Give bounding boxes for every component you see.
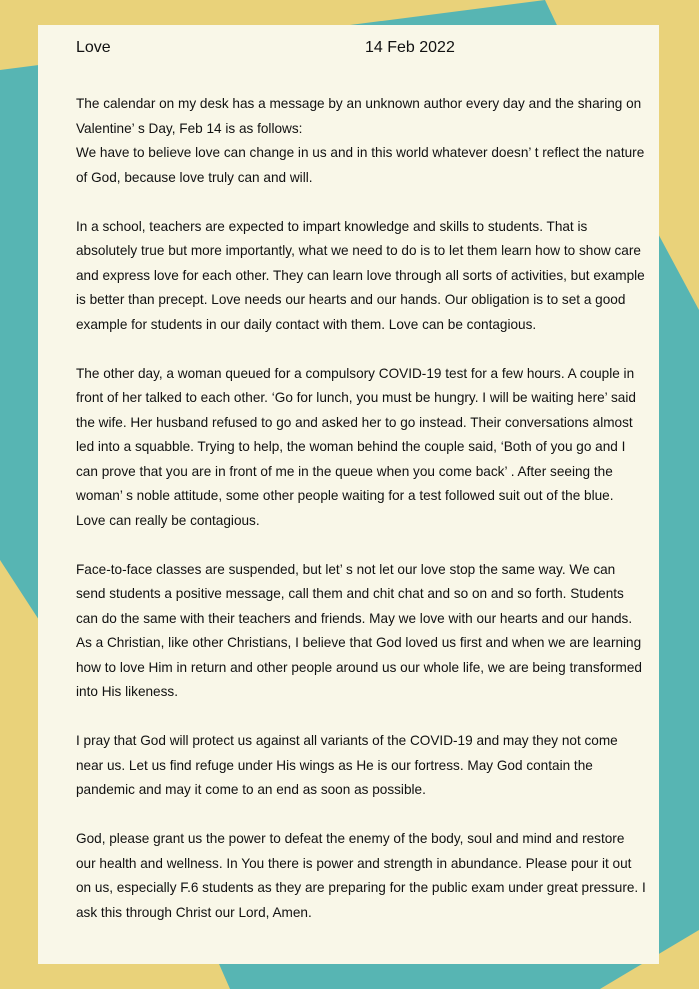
letter-date: 14 Feb 2022 xyxy=(365,39,455,56)
paragraph: God, please grant us the power to defeat the enemy of the body, soul and mind and restore our health and wellness. In You there is power and strength in abundance. Please pour it out on us, especially F.6 students as they are preparing for the public exam under great pressure. I ask this through Christ our Lord, Amen. xyxy=(76,831,646,920)
letter-header xyxy=(76,39,636,63)
paragraph: Face-to-face classes are suspended, but let’ s not let our love stop the same way. We can send students a positive message, call them and chit chat and so on and so forth. Students can do the same with their teachers and friends. May we love with our hearts and our hands. As a Christian, like other Christians, I believe that God loved us first and when we are learning how to love Him in return and other people around us our whole life, we are being transformed into His likeness. xyxy=(76,561,642,699)
letter-body xyxy=(76,92,646,950)
paragraph: In a school, teachers are expected to impart knowledge and skills to students. That is absolutely true but more importantly, what we need to do is to let them learn how to show care and express love for each other. They can learn love through all sorts of activities, but example is better than precept. Love needs our hearts and our hands. Our obligation is to set a good example for students in our daily contact with them. Love can be contagious. xyxy=(76,218,645,332)
paragraph: The other day, a woman queued for a compulsory COVID-19 test for a few hours. A couple in front of her talked to each other. ‘Go for lunch, you must be hungry. I will be waiting here’ said the wife. Her husband refused to go and asked her to go instead. Their conversations almost led into a squabble. Trying to help, the woman behind the couple said, ‘Both of you go and I can prove that you are in front of me in the queue when you come back’ . After seeing the woman’ s noble attitude, some other people waiting for a test followed suit out of the blue. Love can really be contagious. xyxy=(76,365,636,528)
letter-sheet xyxy=(38,25,659,964)
paragraph: The calendar on my desk has a message by an unknown author every day and the sharing on Valentine’ s Day, Feb 14 is as follows: xyxy=(76,96,642,136)
letter-title: Love xyxy=(76,39,111,56)
paragraph: I pray that God will protect us against all variants of the COVID-19 and may they not come near us. Let us find refuge under His wings as He is our fortress. May God contain the pandemic and may it come to an end as soon as possible. xyxy=(76,733,618,797)
paragraph: We have to believe love can change in us and in this world whatever doesn’ t reflect the nature of God, because love truly can and will. xyxy=(76,145,645,185)
